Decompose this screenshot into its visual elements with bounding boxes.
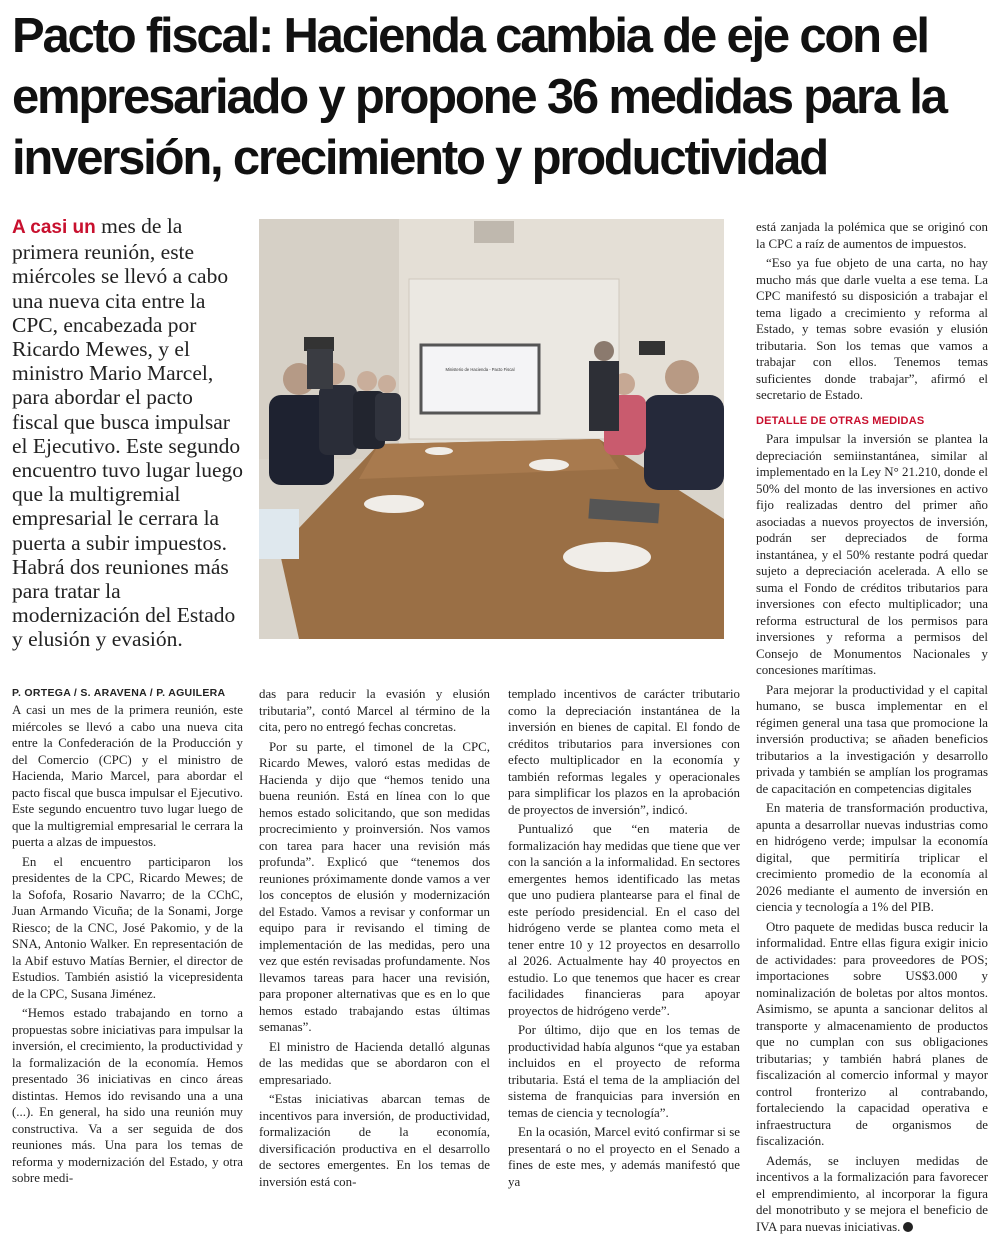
body-column-3 bbox=[508, 686, 740, 1193]
paragraph-last bbox=[756, 1153, 988, 1236]
screen-title: Ministerio de Hacienda - Pacto Fiscal bbox=[445, 367, 515, 372]
paragraph: Por su parte, el timonel de la CPC, Ricardo Mewes, valoró estas medidas de Hacienda y dijo que “hemos tenido una buena reunión. Está en línea con lo que hemos estado solicitando, que son medidas procrecimiento y proinversión. Nos vamos con tarea para hacer una revisión más profunda”. Explicó que “tenemos dos reuniones próximamente donde vamos a ver los conceptos de elusión y modernización del Estado. Vamos a revisar y conformar un equipo para ir revisando el timing de implementación de las medidas, pero una vez que estén revisadas profundamente. Nos llevamos tareas para hacer una revisión, para proponer alternativas que es en lo que hemos estado trabajando estas últimas semanas”. bbox=[259, 739, 490, 1034]
paragraph: A casi un mes de la primera reunión, este miércoles se llevó a cabo una nueva cita entre la Confederación de la Producción y del Comercio (CPC) y el ministro de Hacienda, Mario Marcel, para abordar el pacto fiscal que busca impulsar el Ejecutivo. Este segundo encuentro tuvo lugar luego de que la multigremial empresarial le cerrara la puerta a alzas de impuestos. bbox=[12, 703, 243, 849]
headline: Pacto fiscal: Hacienda cambia de eje con el empresariado y propone 36 medidas para la inversión, crecimiento y productividad bbox=[12, 9, 946, 185]
paragraph: Puntualizó que “en materia de formalización hay medidas que tiene que ver con la sanción a la informalidad. En sectores emergentes hemos identificado las metas que uno pudiera plantearse para el final de este período presidencial. En el caso del hidrógeno verde se plantea como meta el tener entre 10 y 12 proyectos en desarrollo al 2026. Actualmente hay 40 proyectos en estudio. Lo que tenemos que hacer es crear facilidades financieras para apoyar proyectos de hidrógeno verde”. bbox=[508, 822, 740, 1018]
paragraph: “Eso ya fue objeto de una carta, no hay mucho más que darle vuelta a ese tema. La CPC manifestó su disposición a trabajar el tema ligado a crecimiento y reforma al Estado, y temas sobre evasión y elusión tributaria. Son los temas que vamos a trabajar con ellos. Tenemos temas suficientes donde trabajar”, afirmó el secretario de Estado. bbox=[756, 256, 988, 402]
lead-highlight: A casi un bbox=[12, 217, 96, 238]
paragraph: das para reducir la evasión y elusión tributaria”, contó Marcel al término de la cita, pero no entregó fechas concretas. bbox=[259, 687, 490, 734]
paragraph: En el encuentro participaron los presidentes de la CPC, Ricardo Mewes; de la Sofofa, Rosario Navarro; de la CChC, Juan Armando Vicuña; de la Sonami, Jorge Riesco; de la CNC, José Pakomio, y de la SNA, Antonio Walker. En representación de la Abif estuvo Matías Bernier, el director de Estudios. También asistió la vicepresidenta de la CPC, Susana Jiménez. bbox=[12, 854, 243, 1001]
paragraph: Por último, dijo que en los temas de productividad había algunos “que ya estaban incluidos en el proyecto de reforma tributaria. Está el tema de la ampliación del sistema de franquicias para inversión en temas de ciencia y tecnología”. bbox=[508, 1023, 740, 1120]
paragraph: “Hemos estado trabajando en torno a propuestas sobre iniciativas para impulsar la inversión, el crecimiento, la productividad y la formalización de la economía. Hemos presentado 36 iniciativas en cinco áreas distintas. Hemos ido revisando una a una (...). En general, ha sido una reunión muy constructiva. Va a ser seguida de dos reuniones más. Una para los temas de reforma y modernización del Estado, y otra sobre medi- bbox=[12, 1006, 243, 1185]
body-column-2 bbox=[259, 686, 490, 1193]
paragraph: “Estas iniciativas abarcan temas de incentivos para inversión, de productividad, formalización de la economía, diversificación productiva en el desarrollo de sectores emergentes. En los temas de inversión está con- bbox=[259, 1092, 490, 1189]
body-column-4 bbox=[756, 219, 988, 1238]
paragraph-text: Además, se incluyen medidas de incentivos a la formalización para favorecer el emprendimiento, al incorporar la figura del monotributo y se mejora el beneficio de IVA para nuevas iniciativas. bbox=[756, 1153, 988, 1234]
paragraph: Para mejorar la productividad y el capital humano, se busca implementar en el régimen general una tasa que promocione la inversión productiva; se añaden beneficios tributarios a la investigación y desarrollo privada y también se amplían los programas de capacitación en competencias digitales bbox=[756, 682, 988, 796]
lead-text: mes de la primera reunión, este miércoles se llevó a cabo una nueva cita entre la CPC, encabezada por Ricardo Mewes, y el ministro Mario Marcel, para abordar el pacto fiscal que busca impulsar el Ejecutivo. Este segundo encuentro tuvo lugar luego que la multigremial empresarial le cerrara la puerta a subir impuestos. Habrá dos reuniones más para tratar la modernización del Estado y elusión y evasión. bbox=[12, 214, 244, 652]
lead-paragraph bbox=[12, 214, 244, 652]
section-subhead: DETALLE DE OTRAS MEDIDAS bbox=[756, 414, 925, 427]
paragraph: Para impulsar la inversión se plantea la depreciación semiinstantánea, similar al implementado en la Ley N° 21.210, donde el 50% del monto de las inversiones en activo fijo realizadas dentro del primer año asociadas a nuevos proyectos de inversión, podrán ser depreciados de forma instantánea, y el 50% restante podrá quedar sujeto a depreciación acelerada. A ello se suma el Fondo de créditos tributarios para inversiones con efecto multiplicador; una reforma estructural de los permisos para inversiones y reforma a permisos del Consejo de Monumentos Nacionales y concesiones marítimas. bbox=[756, 432, 988, 677]
end-mark-icon bbox=[903, 1222, 913, 1232]
paragraph: En la ocasión, Marcel evitó confirmar si se presentará o no el proyecto en el Senado a fines de este mes, y además manifestó que ya bbox=[508, 1125, 740, 1189]
body-column-1 bbox=[12, 702, 243, 1190]
byline: P. ORTEGA / S. ARAVENA / P. AGUILERA bbox=[12, 687, 226, 699]
paragraph: Otro paquete de medidas busca reducir la informalidad. Entre ellas figura exigir inicio de actividades: para proveedores de POS; importaciones sobre US$3.000 y nominalización de boletas por altos montos. Asimismo, se apunta a sancionar delitos al transporte y almacenamiento de productos que no cumplan con sus obligaciones tributarias; y también habrá planes de fiscalización al comercio informal y mayor control fronterizo al contrabando, fortaleciendo la capacidad operativa e infraestructura de organismos de fiscalización. bbox=[756, 919, 988, 1148]
paragraph: El ministro de Hacienda detalló algunas de las medidas que se abordaron con el empresariado. bbox=[259, 1039, 490, 1087]
paragraph: está zanjada la polémica que se originó con la CPC a raíz de aumentos de impuestos. bbox=[756, 220, 988, 251]
paragraph: templado incentivos de carácter tributario como la depreciación instantánea de la inversión en bienes de capital. El fondo de créditos tributarios para inversiones con efecto multiplicador en la economía y también reformas legales y operacionales para simplificar los plazos en la aprobación de proyectos de inversión”, indicó. bbox=[508, 687, 740, 817]
meeting-photo bbox=[259, 219, 724, 639]
paragraph: En materia de transformación productiva, apunta a desarrollar nuevas industrias como en hidrógeno verde; impulsar la economía digital, que permitiría triplicar el crecimiento promedio de la economía al 2026 mediante el aumento de inversión en ciencia y tecnología a 1% del PIB. bbox=[756, 801, 988, 914]
